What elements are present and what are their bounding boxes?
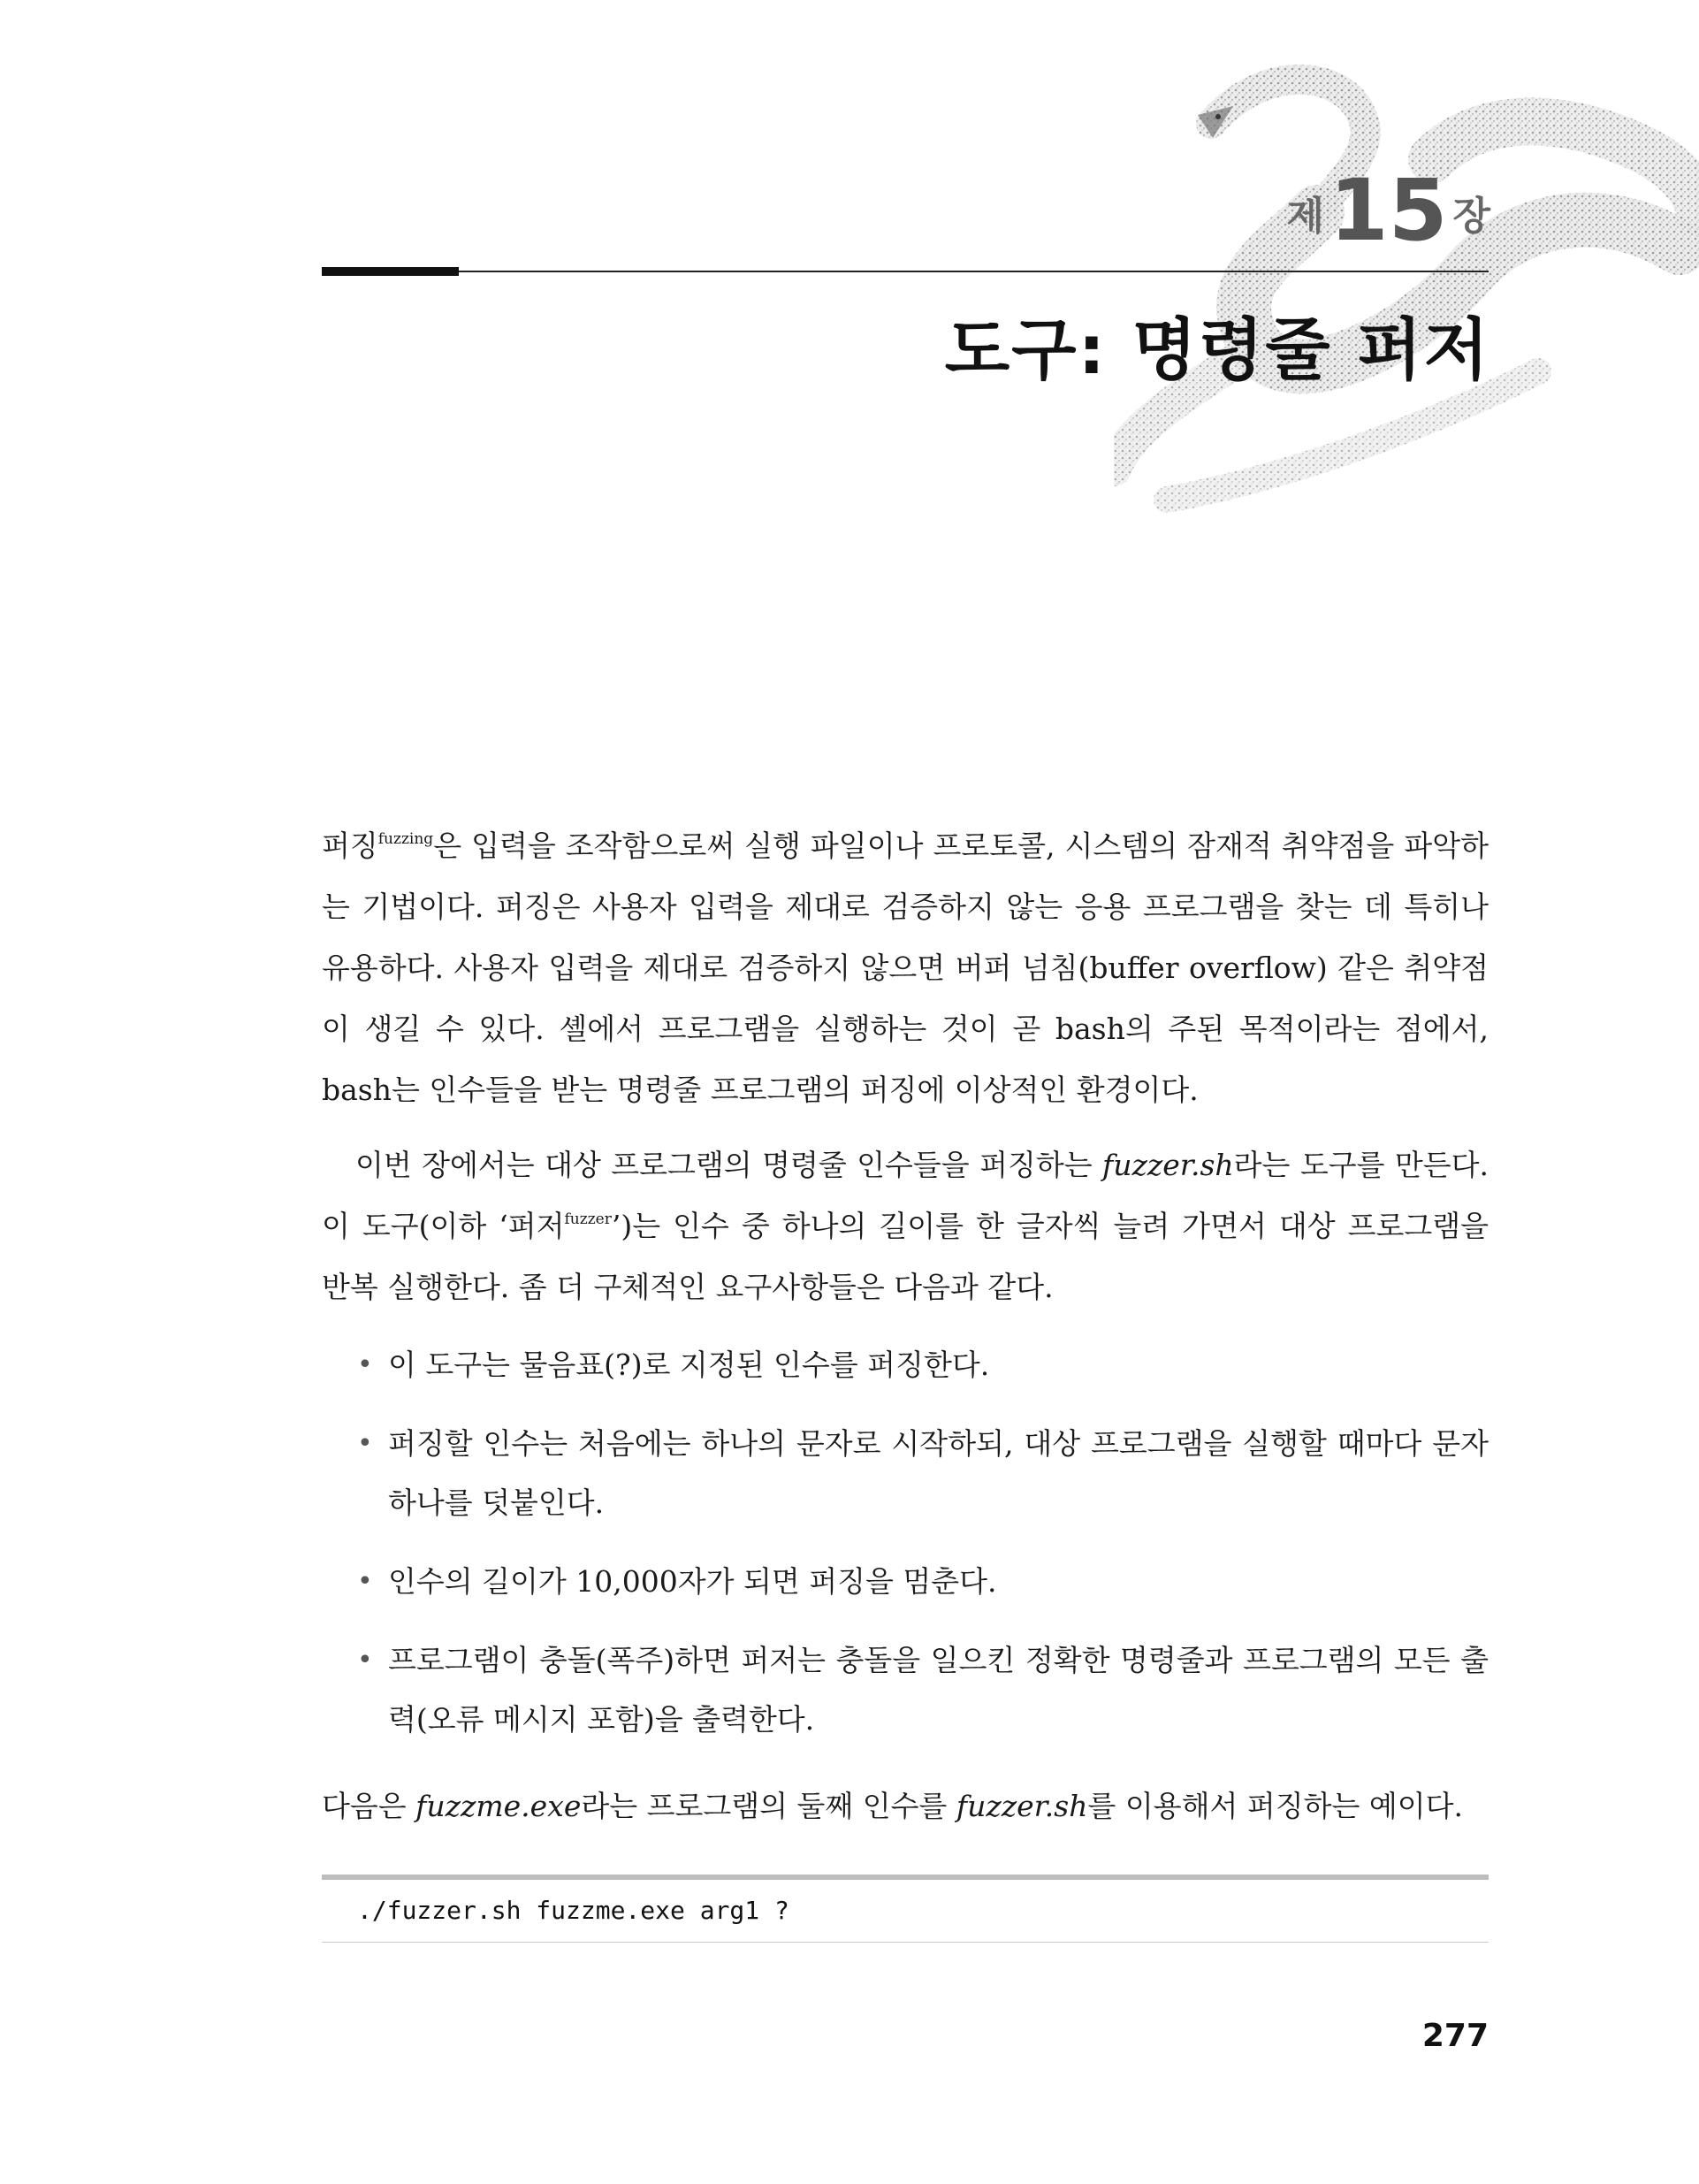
filename: fuzzer.sh xyxy=(1102,1148,1234,1182)
body-text xyxy=(322,815,1489,1837)
snake-illustration xyxy=(1114,53,1699,513)
text-run: 은 입력을 조작함으로써 실행 파일이나 프로토콜, 시스템의 잠재적 취약점을 파악하는 기법이다. 퍼징은 사용자 입력을 제대로 검증하지 않는 응용 프로그램을 찾는 데 특히나 유용하다. 사용자 입력을 제대로 검증하지 않으면 버퍼 넘침(buffer overflow) 같은 취약점이 생길 수 있다. 셸에서 프로그램을 실행하는 것이 곧 bash의 주된 목적이라는 점에서, bash는 인수들을 받는 명령줄 프로그램의 퍼징에 이상적인 환경이다. xyxy=(322,829,1489,1107)
title-rule xyxy=(322,271,1489,272)
requirements-list xyxy=(322,1335,1489,1749)
paragraph-example xyxy=(322,1775,1489,1837)
filename: fuzzme.exe xyxy=(415,1789,582,1823)
text-run: 퍼징 xyxy=(322,829,378,863)
chapter-number xyxy=(1286,161,1490,260)
text-run: 라는 프로그램의 둘째 인수를 xyxy=(581,1789,956,1823)
chapter-prefix: 제 xyxy=(1286,194,1324,239)
text-run: 다음은 xyxy=(322,1789,416,1823)
text-run: ’)는 인수 중 하나의 길이를 한 글자씩 늘려 가면서 대상 프로그램을 반복 실행한다. 좀 더 구체적인 요구사항들은 다음과 같다. xyxy=(322,1209,1489,1304)
list-item: • 인수의 길이가 10,000자가 되면 퍼징을 멈춘다. xyxy=(322,1552,1489,1611)
list-item: • 프로그램이 충돌(폭주)하면 퍼저는 충돌을 일으킨 정확한 명령줄과 프로그램의 모든 출력(오류 메시지 포함)을 출력한다. xyxy=(322,1630,1489,1749)
text-run: 라는 도구를 만든다. 이 도구(이하 ‘퍼저 xyxy=(322,1148,1489,1243)
paragraph-tool xyxy=(322,1134,1489,1317)
list-item: • 이 도구는 물음표(?)로 지정된 인수를 퍼징한다. xyxy=(322,1335,1489,1394)
chapter-num: 15 xyxy=(1329,161,1448,260)
list-item: • 퍼징할 인수는 처음에는 하나의 문자로 시작하되, 대상 프로그램을 실행할 때마다 문자 하나를 덧붙인다. xyxy=(322,1414,1489,1532)
page-number: 277 xyxy=(1421,2018,1489,2054)
text-run: 를 이용해서 퍼징하는 예이다. xyxy=(1087,1789,1463,1823)
text-run: 이번 장에서는 대상 프로그램의 명령줄 인수들을 퍼징하는 xyxy=(355,1148,1103,1182)
superscript-term: fuzzing xyxy=(377,830,434,848)
superscript-term: fuzzer xyxy=(564,1210,612,1228)
code-block xyxy=(322,1875,1489,1943)
paragraph-intro xyxy=(322,815,1489,1120)
chapter-title: 도구: 명령줄 퍼저 xyxy=(944,310,1490,389)
chapter-suffix: 장 xyxy=(1452,194,1490,239)
title-rule-accent xyxy=(322,267,459,276)
filename: fuzzer.sh xyxy=(956,1789,1088,1823)
code-line: ./fuzzer.sh fuzzme.exe arg1 ? xyxy=(357,1896,789,1925)
